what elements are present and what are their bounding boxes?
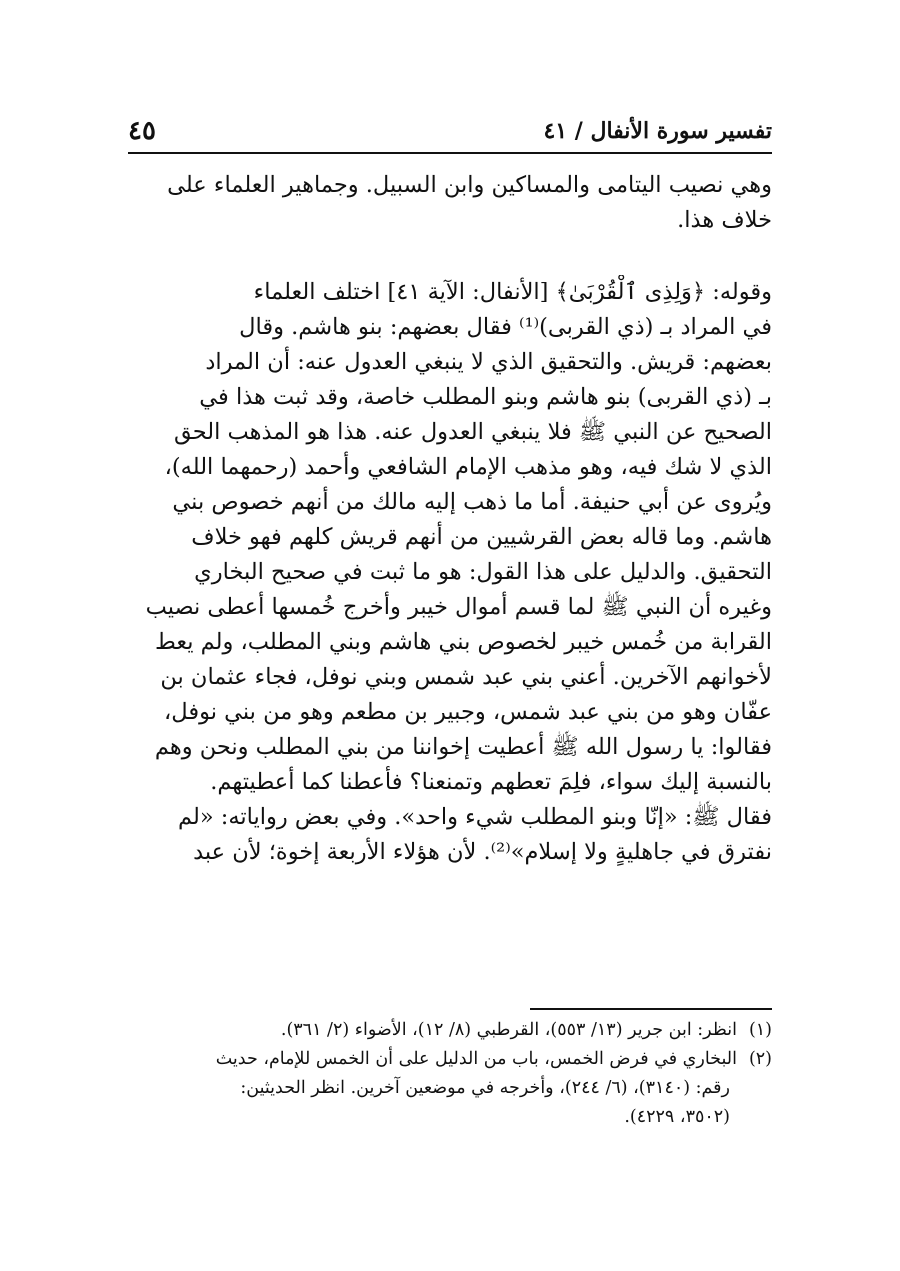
text-line: التحقيق. والدليل على هذا القول: هو ما ثبت في صحيح البخاري (194, 559, 772, 585)
footnote-1 (128, 1016, 772, 1045)
text-line: خلاف هذا. (677, 207, 772, 233)
footnote-number: (١) (748, 1020, 772, 1040)
text-line: ويُروى عن أبي حنيفة. أما ما ذهب إليه مالك من أنهم خصوص بني (172, 489, 772, 515)
footnotes (128, 1016, 772, 1132)
footnote-separator (530, 1008, 772, 1010)
footnote-text: البخاري في فرض الخمس، باب من الدليل على أن الخمس للإمام، حديث (215, 1049, 737, 1069)
text-line: وغيره أن النبي ﷺ لما قسم أموال خيبر وأخرج خُمسها أعطى نصيب (145, 594, 772, 620)
page-header (128, 110, 772, 154)
text-line: بـ (ذي القربى) بنو هاشم وبنو المطلب خاصة، وقد ثبت هذا في (199, 384, 772, 410)
footnote-number: (٢) (748, 1049, 772, 1069)
running-title: تفسير سورة الأنفال / ٤١ (543, 118, 772, 144)
footnote-text-line: (٣٥٠٢، ٤٢٢٩). (624, 1107, 730, 1127)
text-line: بالنسبة إليك سواء، فلِمَ تعطهم وتمنعنا؟ فأعطنا كما أعطيتهم. (210, 769, 772, 795)
footnote-text-line: رقم: (٣١٤٠)، (٦/ ٢٤٤)، وأخرجه في موضعين آخرين. انظر الحديثين: (240, 1078, 730, 1098)
footnote-2 (128, 1045, 772, 1074)
text-line: عفّان وهو من بني عبد شمس، وجبير بن مطعم وهو من بني نوفل، (164, 699, 772, 725)
text-line: في المراد بـ (ذي القربى)⁽¹⁾ فقال بعضهم: بنو هاشم. وقال (239, 314, 772, 340)
text-line: لأخوانهم الآخرين. أعني بني عبد شمس وبني نوفل، فجاء عثمان بن (160, 664, 772, 690)
footnote-text: انظر: ابن جرير (١٣/ ٥٥٣)، القرطبي (٨/ ١٢)، الأضواء (٢/ ٣٦١). (280, 1020, 737, 1040)
text-line: وقوله: ﴿وَلِذِى ٱلْقُرْبَىٰ﴾ [الأنفال: الآية ٤١] اختلف العلماء (253, 279, 772, 305)
main-text (128, 168, 772, 870)
text-line: نفترق في جاهليةٍ ولا إسلام»⁽²⁾. لأن هؤلاء الأربعة إخوة؛ لأن عبد (193, 839, 772, 865)
text-line: الذي لا شك فيه، وهو مذهب الإمام الشافعي وأحمد (رحمهما الله)، (164, 454, 772, 480)
text-line: هاشم. وما قاله بعض القرشيين من أنهم قريش كلهم فهو خلاف (191, 524, 772, 550)
text-line: بعضهم: قريش. والتحقيق الذي لا ينبغي العدول عنه: أن المراد (205, 349, 772, 375)
text-line: وهي نصيب اليتامى والمساكين وابن السبيل. وجماهير العلماء على (167, 172, 772, 198)
text-line: القرابة من خُمس خيبر لخصوص بني هاشم وبني المطلب، ولم يعط (155, 629, 772, 655)
page-number: ٤٥ (128, 116, 156, 146)
paragraph-gap (128, 238, 772, 275)
text-line: الصحيح عن النبي ﷺ فلا ينبغي العدول عنه. هذا هو المذهب الحق (173, 419, 772, 445)
text-line: فقال ﷺ: «إنّا وبنو المطلب شيء واحد». وفي بعض رواياته: «لم (177, 804, 772, 830)
text-line: فقالوا: يا رسول الله ﷺ أعطيت إخواننا من بني المطلب ونحن وهم (154, 734, 772, 760)
